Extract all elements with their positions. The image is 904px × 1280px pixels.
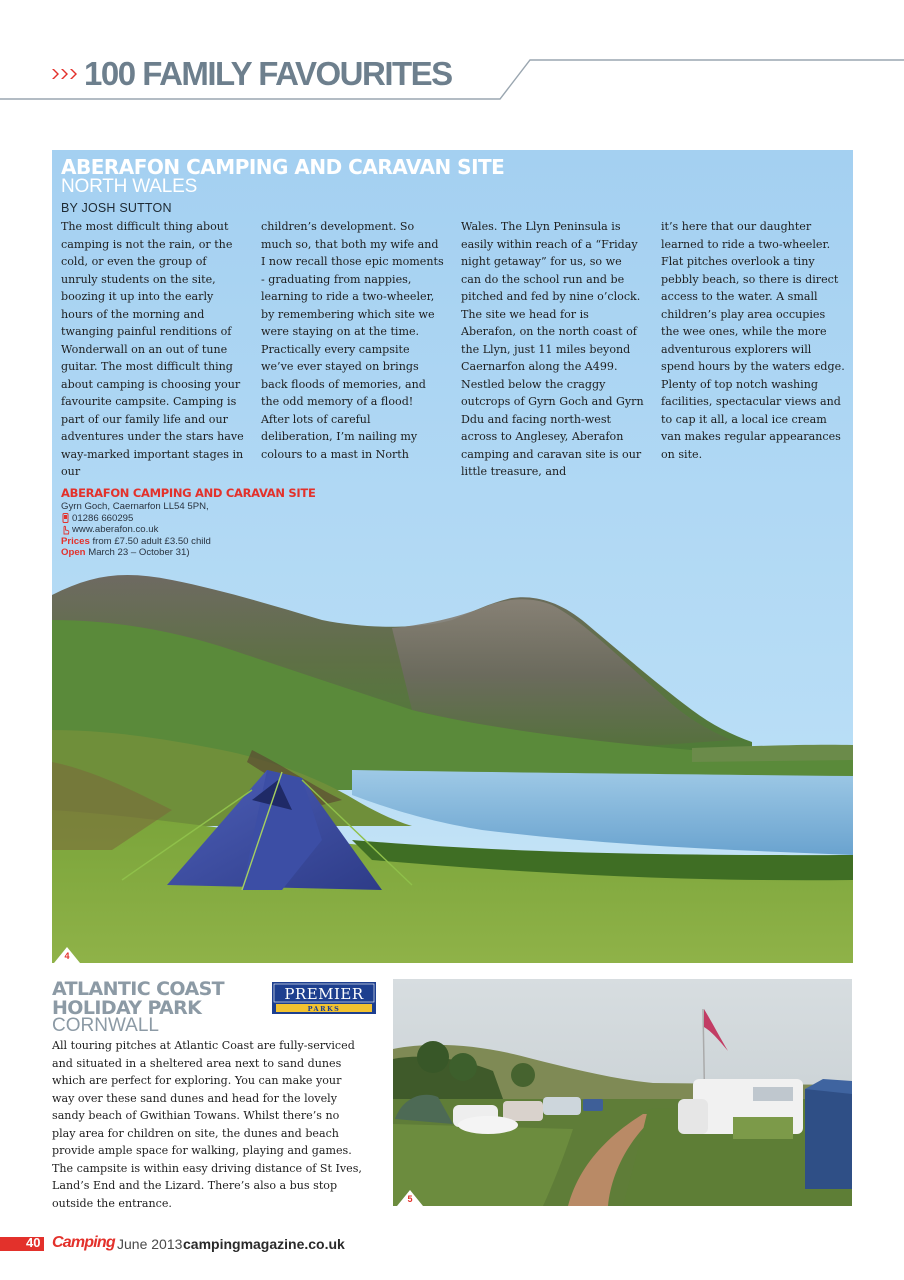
section5-title-line2: HOLIDAY PARK xyxy=(52,997,202,1019)
info-title: ABERAFON CAMPING AND CARAVAN SITE xyxy=(61,486,316,500)
info-prices-row xyxy=(61,536,316,548)
info-open: March 23 – October 31) xyxy=(88,547,190,558)
pointer-icon xyxy=(61,525,70,535)
feature-aberafon xyxy=(52,150,853,963)
campsite-info-box xyxy=(61,486,316,559)
section5-body: All touring pitches at Atlantic Coast are fully-serviced and situated in a sheltered area next to sand dunes which are perfect for exploring. You can make your way over these sand dunes and head for the lovely sandy beach of Gwithian Towans. Whilst there’s no play area for children on site, the dunes and beach provide ample space for walking, playing and games. The campsite is within easy driving distance of St Ives, Land’s End and the Lizard. There’s also a bus stop outside the entrance. xyxy=(52,1039,362,1210)
info-website-link[interactable]: www.aberafon.co.uk xyxy=(72,524,159,535)
paragraph: Wales. The Llyn Peninsula is easily within reach of a “Friday night getaway” for us, so we can do the school run and be pitched and fed by nine o’clock. The site we head for is Aberafon, on the north coast of the Llyn, just 11 miles beyond Caernarfon along the A499. Nestled below the craggy outcrops of Gyrn Goch and Gyrn Ddu and facing north-west across to Anglesey, Aberafon camping and caravan site is our little treasure, and xyxy=(461,220,644,478)
chevrons-icon xyxy=(52,66,78,82)
magazine-brand: Camping xyxy=(52,1234,115,1251)
feature-title: ABERAFON CAMPING AND CARAVAN SITE xyxy=(61,155,505,179)
section5-title xyxy=(52,980,224,1018)
logo-sub-text: PARKS xyxy=(307,1005,341,1013)
body-column-1 xyxy=(61,218,245,481)
photo-number-badge xyxy=(397,1184,423,1206)
premier-parks-logo xyxy=(272,982,376,1014)
feature-region: NORTH WALES xyxy=(61,176,198,197)
phone-icon xyxy=(61,513,70,523)
paragraph: children’s development. So much so, that both my wife and I now recall those epic moments - graduating from nappies, learning to ride a two-wheeler, by remembering which site we were staying on at the time. Practically every campsite we’ve ever stayed on brings back floods of memories, and the odd memory of a flood! xyxy=(261,220,444,408)
paragraph: The most difficult thing about camping is not the rain, or the cold, or even the group of unruly students on the site, boozing it up into the early hours of the morning and twanging painful renditions of Wonderwall on an out of tune guitar. The most difficult thing about camping is choosing your favourite campsite. Camping is part of our family life and our adventures under the stars have way-marked important stages in our xyxy=(61,220,244,478)
page-header xyxy=(0,0,904,110)
issue-date: June 2013 xyxy=(117,1236,183,1252)
logo-main-text: PREMIER xyxy=(284,985,364,1003)
section5-title-line1: ATLANTIC COAST xyxy=(52,978,225,1000)
info-prices: from £7.50 adult £3.50 child xyxy=(92,535,211,547)
body-column-3 xyxy=(461,218,645,481)
website-link[interactable]: campingmagazine.co.uk xyxy=(183,1236,345,1252)
open-label: Open xyxy=(61,547,86,558)
page-number: 40 xyxy=(26,1235,41,1250)
info-address: Gyrn Goch, Caernarfon LL54 5PN, xyxy=(61,501,209,512)
feature-byline: BY JOSH SUTTON xyxy=(61,201,172,215)
atlantic-coast-photo-image xyxy=(393,979,852,1206)
paragraph: it’s here that our daughter learned to ride a two-wheeler. Flat pitches overlook a tiny pebbly beach, so there is direct access to the water. A small children’s play area occupies the wee ones, while the more adventurous explorers will spend hours by the waters edge. Plenty of top notch washing facilities, spectacular views and to cap it all, a local ice cream van makes regular appearances on site. xyxy=(661,220,845,461)
body-column-2 xyxy=(261,218,445,463)
atlantic-coast-photo xyxy=(393,979,852,1206)
info-phone[interactable]: 01286 660295 xyxy=(72,512,134,524)
photo-number-badge xyxy=(54,941,80,963)
info-open-row xyxy=(61,547,316,559)
page-footer xyxy=(0,1230,904,1260)
section-title: 100 FAMILY FAVOURITES xyxy=(84,55,452,92)
paragraph: After lots of careful deliberation, I’m nailing my colours to a mast in North xyxy=(261,412,418,461)
info-phone-row xyxy=(61,513,316,525)
info-web-row xyxy=(61,524,316,536)
section5-region: CORNWALL xyxy=(52,1015,159,1036)
badge-number: 4 xyxy=(64,951,70,961)
body-column-4 xyxy=(661,218,845,463)
badge-number: 5 xyxy=(407,1194,413,1204)
prices-label: Prices xyxy=(61,535,90,547)
